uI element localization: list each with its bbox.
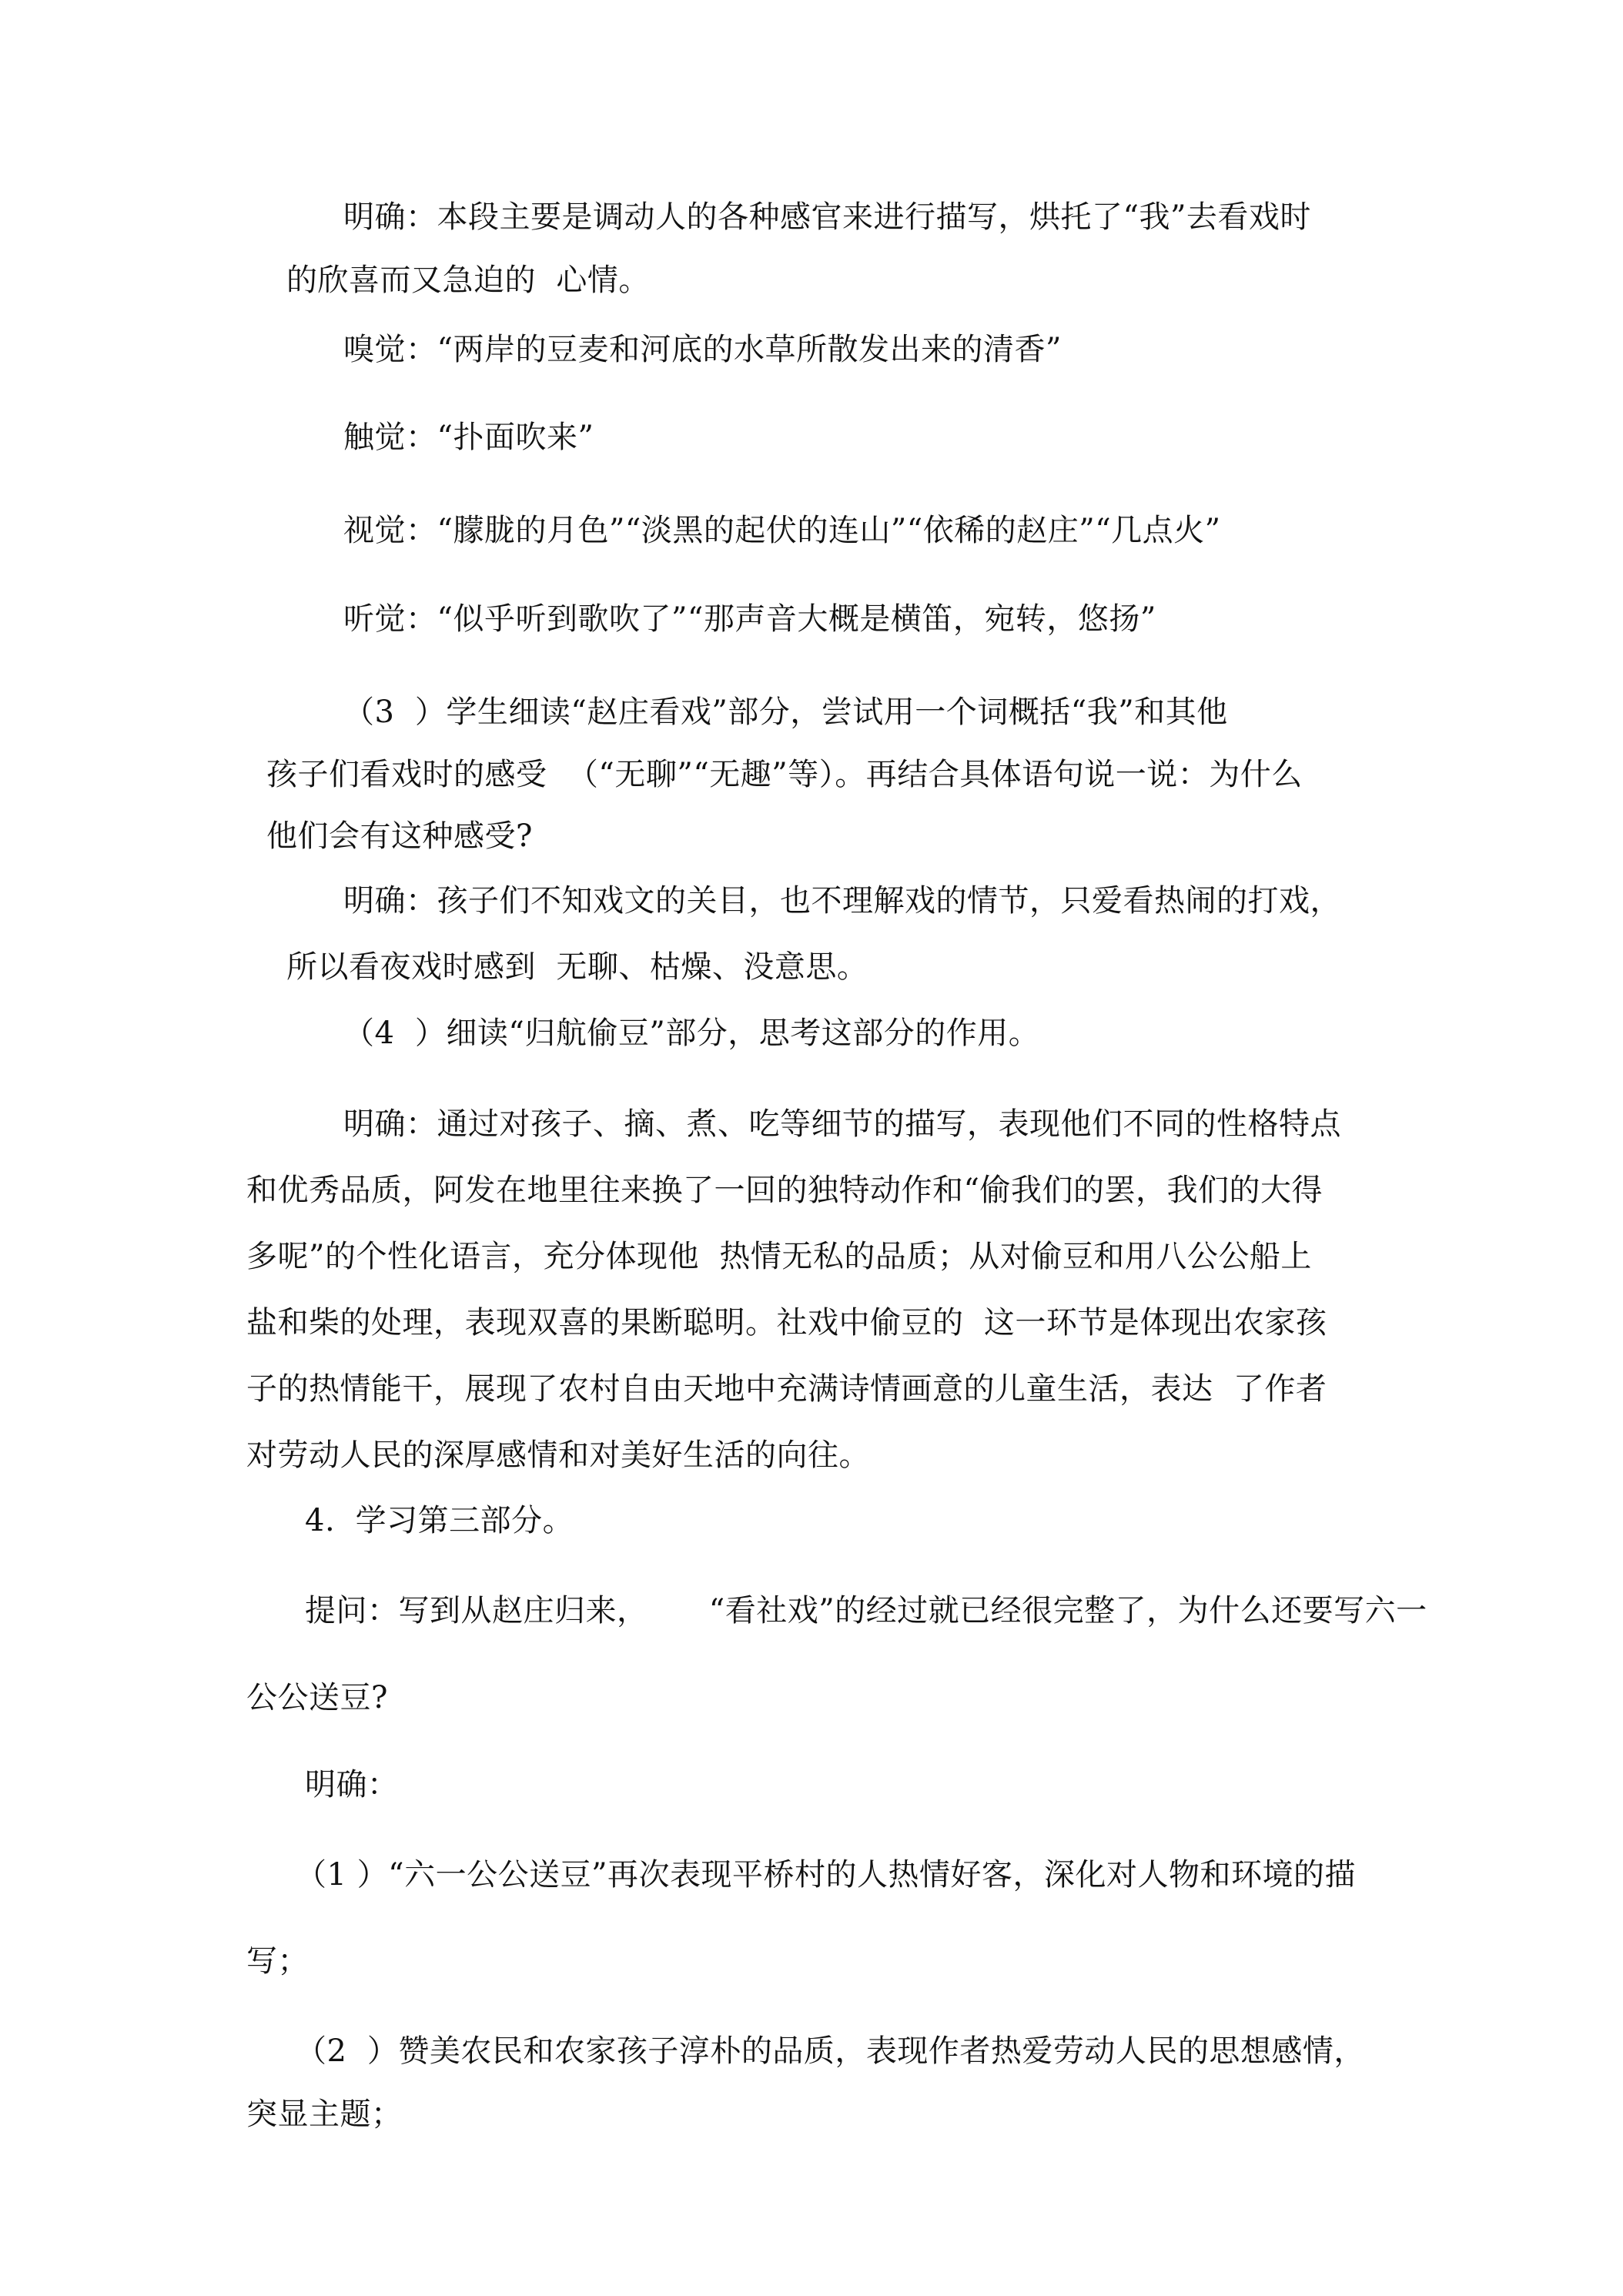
sight-line: 视觉：“朦胧的月色”“淡黑的起伏的连山”“依稀的赵庄”“几点火” [343, 513, 1221, 548]
mingque-senses-line-1: 明确：本段主要是调动人的各种感官来进行描写，烘托了“我”去看戏时 [343, 199, 1311, 235]
smell-line: 嗅觉：“两岸的豆麦和河底的水草所散发出来的清香” [343, 332, 1062, 367]
mingque-q3-line-2: 所以看夜戏时感到 无聊、枯燥、没意思。 [286, 949, 868, 985]
hearing-line: 听觉：“似乎听到歌吹了”“那声音大概是横笛，宛转，悠扬” [343, 601, 1156, 637]
answer-2-line-2: 突显主题； [246, 2097, 403, 2132]
touch-line: 触觉：“扑面吹来” [343, 420, 594, 455]
q3-line-2: 孩子们看戏时的感受 （“无聊”“无趣”等）。再结合具体语句说一说：为什么 [266, 757, 1303, 792]
mingque-q4-line-3: 多呢”的个性化语言，充分体现他 热情无私的品质；从对偷豆和用八公公船上 [246, 1239, 1312, 1274]
q3-line-3: 他们会有这种感受? [266, 818, 533, 854]
mingque-senses-line-2: 的欣喜而又急迫的 心情。 [286, 263, 650, 298]
q3-line-1: （3 ）学生细读“赵庄看戏”部分，尝试用一个词概括“我”和其他 [343, 694, 1228, 730]
tiwen-line-2: 公公送豆? [246, 1680, 388, 1715]
mingque-label: 明确： [305, 1767, 399, 1802]
answer-1-line-1: （1 ）“六一公公送豆”再次表现平桥村的人热情好客，深化对人物和环境的描 [296, 1857, 1357, 1893]
section-4-heading: 4. 学习第三部分。 [305, 1503, 574, 1538]
answer-2-line-1: （2 ）赞美农民和农家孩子淳朴的品质，表现作者热爱劳动人民的思想感情， [296, 2033, 1365, 2069]
mingque-q3-line-1: 明确：孩子们不知戏文的关目，也不理解戏的情节，只爱看热闹的打戏， [343, 883, 1341, 919]
answer-1-line-2: 写； [246, 1943, 309, 1979]
tiwen-line-1: 提问：写到从赵庄归来， “看社戏”的经过就已经很完整了，为什么还要写六一 [305, 1593, 1427, 1628]
mingque-q4-line-4: 盐和柴的处理，表现双喜的果断聪明。社戏中偷豆的 这一环节是体现出农家孩 [246, 1305, 1327, 1340]
mingque-q4-line-1: 明确：通过对孩子、摘、煮、吃等细节的描写，表现他们不同的性格特点 [343, 1106, 1341, 1142]
q4-line: （4 ）细读“归航偷豆”部分，思考这部分的作用。 [343, 1016, 1040, 1051]
mingque-q4-line-5: 子的热情能干，展现了农村自由天地中充满诗情画意的儿童生活，表达 了作者 [246, 1371, 1327, 1407]
mingque-q4-line-2: 和优秀品质，阿发在地里往来换了一回的独特动作和“偷我们的罢，我们的大得 [246, 1173, 1323, 1208]
mingque-q4-line-6: 对劳动人民的深厚感情和对美好生活的向往。 [246, 1438, 870, 1473]
